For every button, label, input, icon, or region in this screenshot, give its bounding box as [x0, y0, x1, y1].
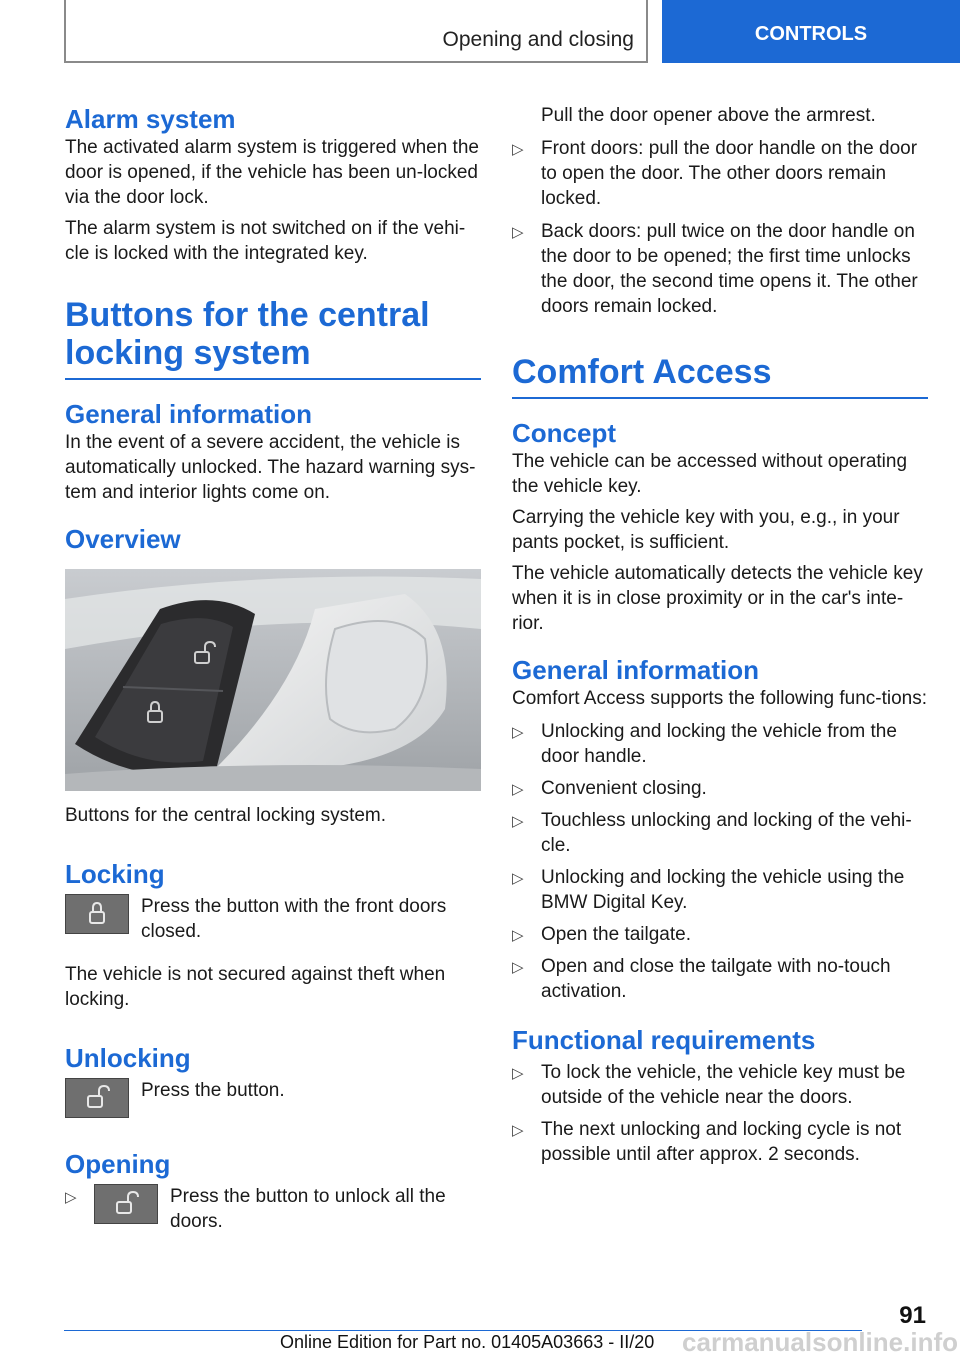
general-info-paragraph: In the event of a severe accident, the vehicle is automatically unlocked. The hazard warning sys‐tem and interior lights come on. — [65, 432, 476, 503]
overview-heading: Overview — [65, 524, 181, 554]
opening-bullet — [65, 1184, 481, 1234]
bullet-triangle-icon: ▷ — [512, 870, 524, 887]
page-number: 91 — [899, 1302, 926, 1329]
locking-note: The vehicle is not secured against theft when locking. — [65, 964, 446, 1010]
alarm-system-heading: Alarm system — [65, 104, 236, 134]
list-item: ▷ To lock the vehicle, the vehicle key must be outside of the vehicle near the doors. — [512, 1062, 906, 1108]
list-item: ▷ Convenient closing. — [512, 776, 928, 801]
functional-requirements-heading: Functional requirements — [512, 1025, 816, 1055]
central-locking-heading: Buttons for the central locking system — [65, 296, 481, 380]
bullet-triangle-icon: ▷ — [512, 781, 524, 798]
right-column — [512, 103, 928, 1167]
list-item: ▷ Unlocking and locking the vehicle from the door handle. — [512, 721, 897, 767]
bullet-triangle-icon: ▷ — [512, 1065, 524, 1082]
unlocking-text: Press the button. — [141, 1080, 285, 1101]
concept-paragraph-3: The vehicle automatically detects the vehicle key when it is in close proximity or in the car's inte‐rior. — [512, 563, 923, 634]
alarm-paragraph-2: The alarm system is not switched on if the vehi‐cle is locked with the integrated key. — [65, 218, 466, 264]
list-item: ▷ Open the tailgate. — [512, 922, 928, 947]
bullet-triangle-icon: ▷ — [512, 959, 524, 976]
locking-text: Press the button with the front doors closed. — [141, 896, 447, 942]
comfort-general-paragraph: Comfort Access supports the following func‐tions: — [512, 688, 928, 709]
bullet-triangle-icon: ▷ — [512, 813, 524, 830]
bullet-triangle-icon: ▷ — [512, 724, 524, 741]
list-item: ▷ Unlocking and locking the vehicle using the BMW Digital Key. — [512, 867, 905, 913]
opening-bullet-text: Press the button to unlock all the doors. — [170, 1186, 446, 1232]
comfort-access-heading: Comfort Access — [512, 353, 928, 399]
unlocking-instruction — [65, 1078, 481, 1118]
bullet-triangle-icon: ▷ — [512, 141, 524, 158]
bullet-triangle-icon: ▷ — [512, 1122, 524, 1139]
unlocking-heading: Unlocking — [65, 1043, 191, 1073]
list-item: ▷ Back doors: pull twice on the door handle on the door to be opened; the first time unlocks the door, the second time opens it. The other doors remain locked. — [512, 221, 918, 317]
door-handle-photo — [65, 569, 481, 791]
general-info-heading: General information — [65, 399, 313, 429]
locking-instruction — [65, 894, 481, 944]
header-chapter-tab[interactable]: CONTROLS — [662, 0, 960, 63]
left-column — [65, 103, 481, 1234]
list-item: ▷ Front doors: pull the door handle on the door to open the door. The other doors remain locked. — [512, 138, 918, 209]
concept-heading: Concept — [512, 418, 616, 448]
photo-caption: Buttons for the central locking system. — [65, 805, 387, 826]
watermark: carmanualsonline.info — [682, 1327, 958, 1357]
opening-heading: Opening — [65, 1149, 171, 1179]
list-item: ▷ The next unlocking and locking cycle is not possible until after approx. 2 seconds. — [512, 1119, 902, 1165]
opening-continued: Pull the door opener above the armrest. — [541, 105, 876, 126]
footer-edition: Online Edition for Part no. 01405A03663 - II/20 — [280, 1332, 655, 1352]
header-section-title: Opening and closing — [442, 28, 634, 51]
bullet-triangle-icon: ▷ — [512, 224, 524, 241]
concept-paragraph-1: The vehicle can be accessed without operating the vehicle key. — [512, 451, 908, 497]
locking-heading: Locking — [65, 859, 165, 889]
comfort-general-heading: General information — [512, 655, 760, 685]
alarm-paragraph-1: The activated alarm system is triggered when the door is opened, if the vehicle has been un‐locked via the door lock. — [65, 137, 479, 208]
bullet-triangle-icon: ▷ — [512, 927, 524, 944]
unlock-button-icon — [94, 1184, 158, 1224]
concept-paragraph-2: Carrying the vehicle key with you, e.g., in your pants pocket, is sufficient. — [512, 507, 900, 553]
list-item: ▷ Touchless unlocking and locking of the vehi‐cle. — [512, 810, 912, 856]
unlock-button-icon — [65, 1078, 129, 1118]
list-item: ▷ Open and close the tailgate with no-touch activation. — [512, 956, 891, 1002]
lock-button-icon — [65, 894, 129, 934]
bullet-triangle-icon: ▷ — [65, 1189, 77, 1206]
